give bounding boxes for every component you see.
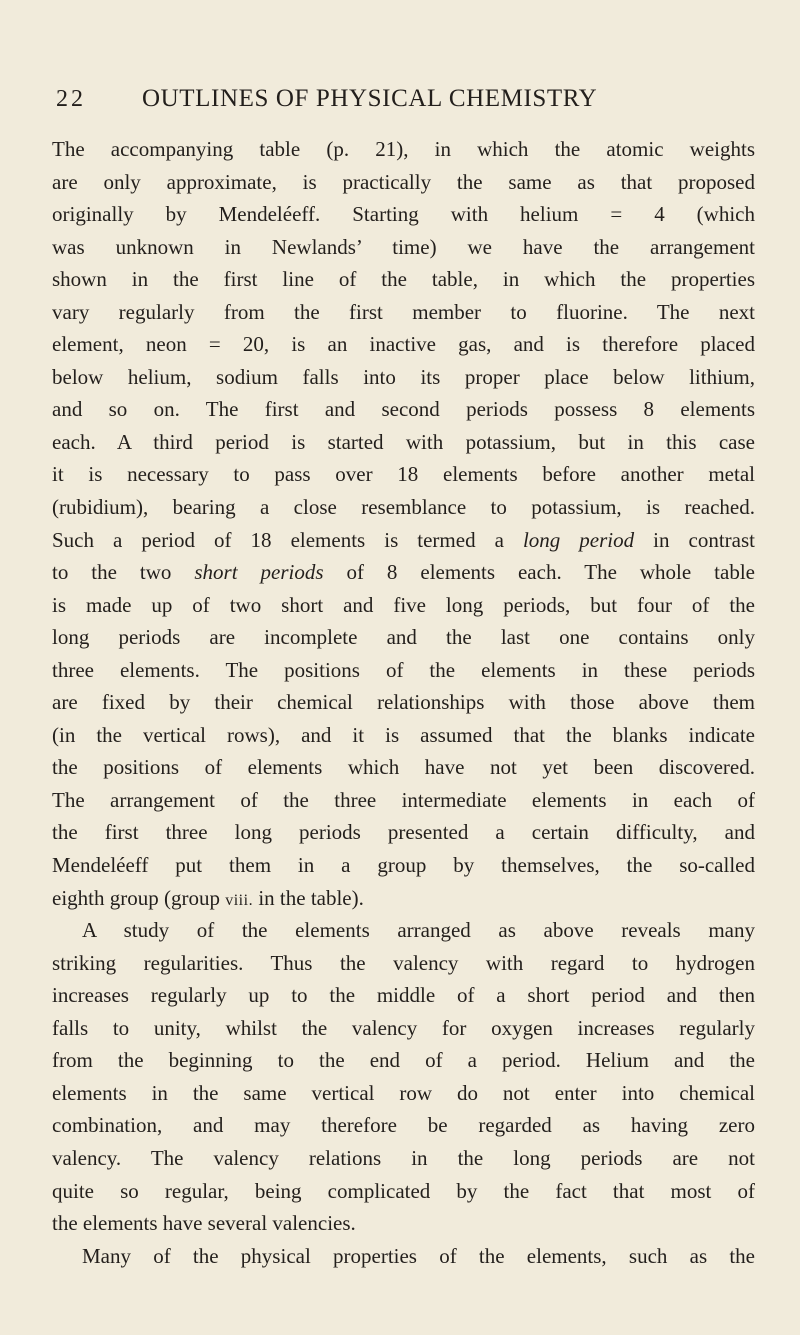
text-line: it is necessary to pass over 18 elements before another metal bbox=[52, 462, 755, 487]
text-line: The arrangement of the three intermediate elements in each of bbox=[52, 787, 755, 812]
text-line: striking regularities. Thus the valency with regard to hydrogen bbox=[52, 950, 755, 975]
text-line bbox=[52, 524, 755, 557]
text-line: are only approximate, is practically the same as that proposed bbox=[52, 169, 755, 194]
text-line: The accompanying table (p. 21), in which the atomic weights bbox=[52, 137, 755, 161]
text-run: to the two bbox=[52, 560, 195, 585]
text-line: A study of the elements arranged as above reveals many bbox=[82, 918, 755, 943]
text-line: shown in the first line of the table, in which the properties bbox=[52, 267, 755, 292]
text-run: in contrast bbox=[634, 527, 755, 552]
text-line: elements in the same vertical row do not enter into chemical bbox=[52, 1080, 755, 1105]
text-line: the first three long periods presented a certain difficulty, and bbox=[52, 820, 755, 845]
italic-term-short-periods: short periods bbox=[194, 560, 324, 585]
italic-term-long-period: long period bbox=[522, 527, 635, 552]
text-line: valency. The valency relations in the long periods are not bbox=[52, 1145, 755, 1170]
body-text bbox=[52, 133, 755, 1272]
text-line: the elements have several valencies. bbox=[52, 1211, 356, 1236]
text-line: from the beginning to the end of a period. Helium and the bbox=[52, 1048, 755, 1073]
text-run: of 8 elements each. The whole table bbox=[323, 560, 755, 585]
text-line: quite so regular, being complicated by the fact that most of bbox=[52, 1178, 755, 1203]
text-line: Many of the physical properties of the elements, such as the bbox=[82, 1243, 755, 1268]
running-title: OUTLINES OF PHYSICAL CHEMISTRY bbox=[142, 85, 598, 112]
text-line: falls to unity, whilst the valency for oxygen increases regularly bbox=[52, 1015, 755, 1040]
text-line: vary regularly from the first member to fluorine. The next bbox=[52, 299, 755, 324]
text-run: eighth group (group bbox=[52, 885, 226, 910]
text-line: and so on. The first and second periods possess 8 elements bbox=[52, 397, 755, 422]
text-run: Such a period of 18 elements is termed a bbox=[52, 527, 523, 552]
text-line: is made up of two short and five long periods, but four of the bbox=[52, 592, 755, 617]
text-run: in the table). bbox=[253, 885, 364, 910]
text-line: combination, and may therefore be regarded as having zero bbox=[52, 1113, 755, 1138]
text-line: three elements. The positions of the elements in these periods bbox=[52, 657, 755, 682]
page-number: 22 bbox=[56, 86, 86, 112]
text-line: increases regularly up to the middle of a short period and then bbox=[52, 983, 755, 1008]
text-line: long periods are incomplete and the last one contains only bbox=[52, 625, 755, 650]
text-line: Mendeléeff put them in a group by themselves, the so-called bbox=[52, 853, 755, 878]
text-line: originally by Mendeléeff. Starting with helium = 4 (which bbox=[52, 202, 755, 227]
text-line: are fixed by their chemical relationships with those above them bbox=[52, 690, 755, 715]
text-line bbox=[52, 556, 755, 589]
text-line: the positions of elements which have not yet been discovered. bbox=[52, 755, 755, 780]
text-line: below helium, sodium falls into its proper place below lithium, bbox=[52, 364, 755, 389]
text-line: (rubidium), bearing a close resemblance to potassium, is reached. bbox=[52, 495, 755, 520]
text-line: (in the vertical rows), and it is assumed that the blanks indicate bbox=[52, 722, 755, 747]
running-head bbox=[56, 82, 756, 116]
text-line: each. A third period is started with potassium, but in this case bbox=[52, 429, 755, 454]
group-numeral: viii. bbox=[225, 891, 254, 909]
text-line: element, neon = 20, is an inactive gas, and is therefore placed bbox=[52, 332, 755, 357]
text-line: was unknown in Newlands’ time) we have the arrangement bbox=[52, 234, 755, 259]
text-line bbox=[52, 882, 755, 915]
